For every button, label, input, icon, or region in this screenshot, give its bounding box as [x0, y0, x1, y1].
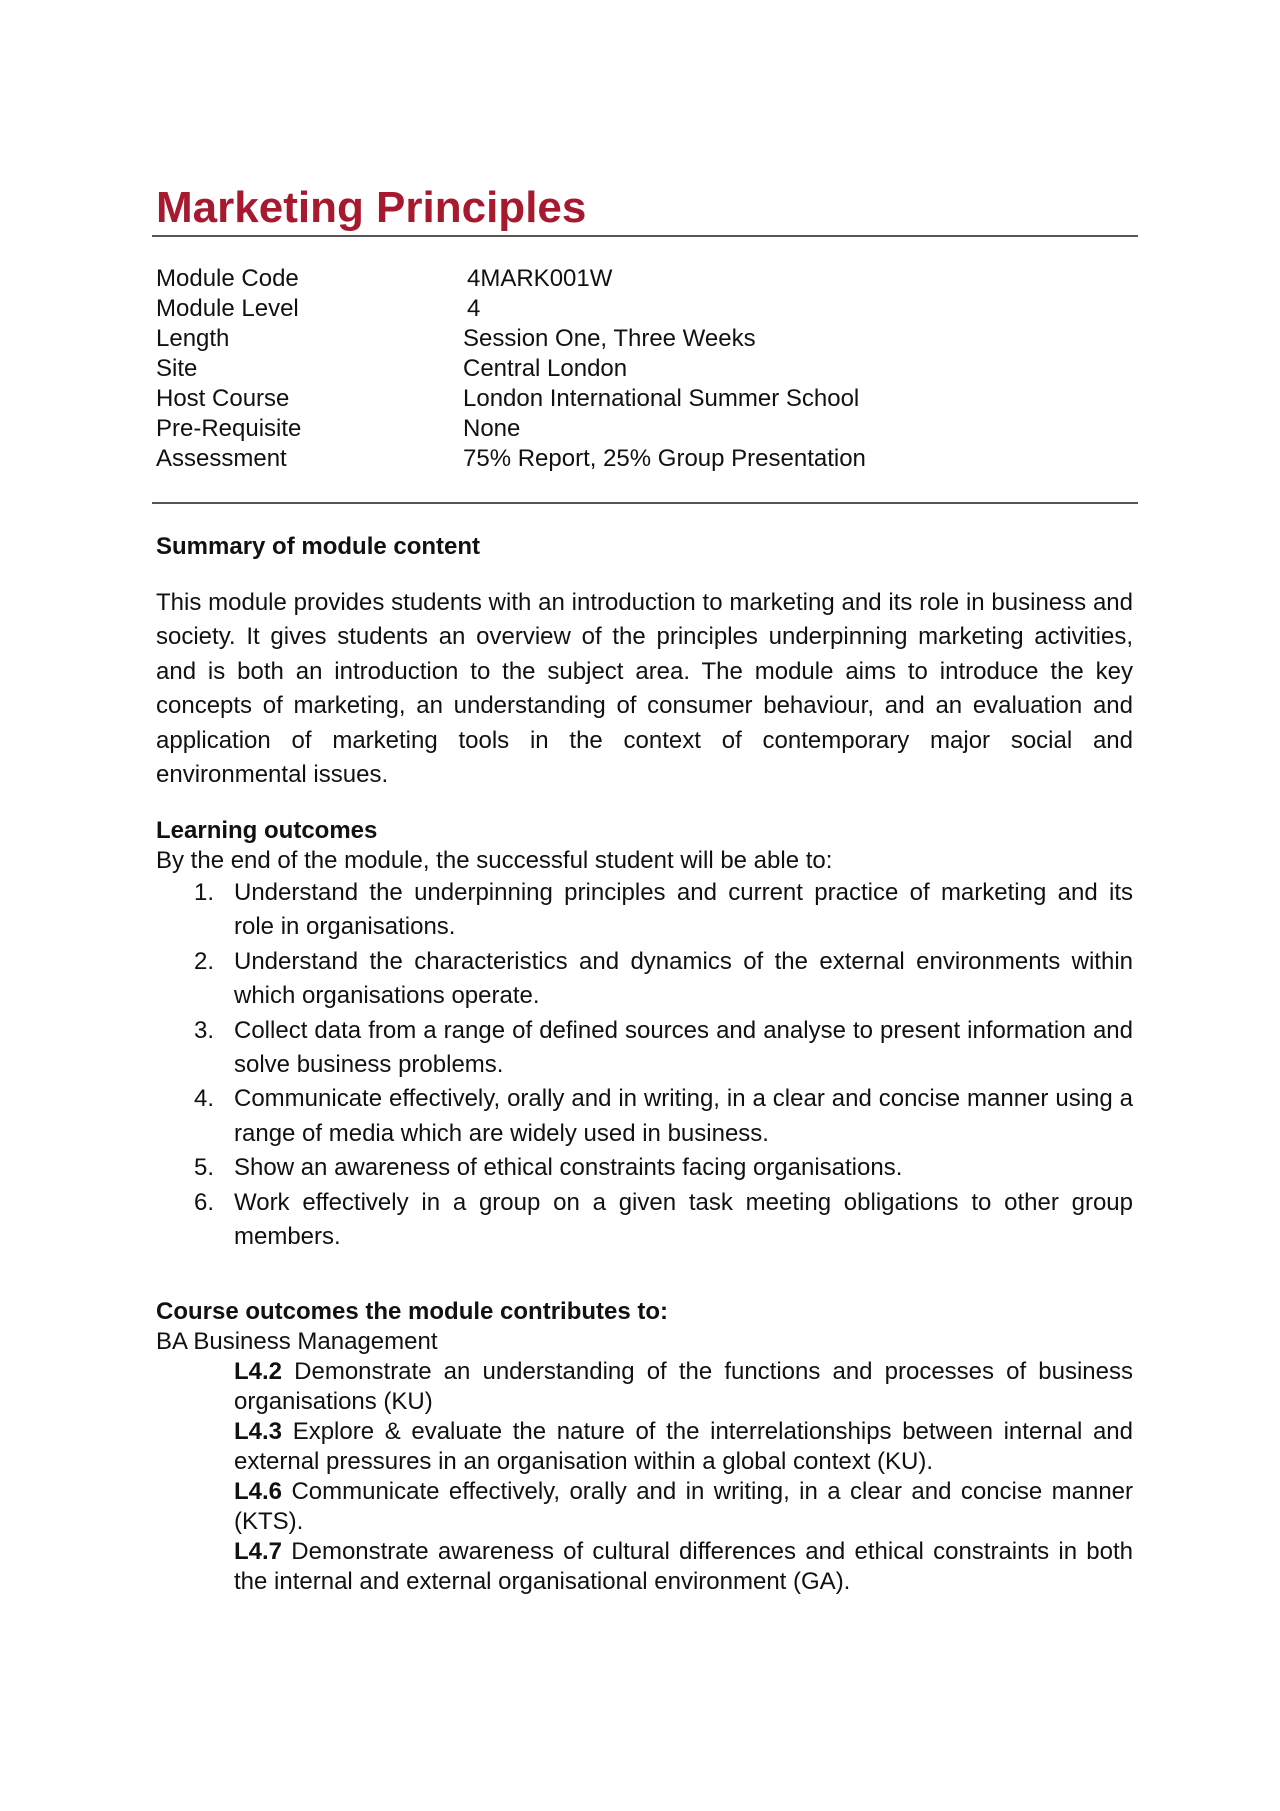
meta-value: None [463, 415, 521, 442]
list-item [156, 945, 1133, 1014]
list-item [156, 876, 1133, 945]
module-details-table [156, 264, 866, 474]
meta-label: Length [156, 325, 230, 352]
item-number: 1. [194, 879, 215, 906]
page-title: Marketing Principles [156, 183, 587, 232]
meta-label: Pre-Requisite [156, 415, 302, 442]
meta-row-module-code [156, 264, 866, 294]
list-item [234, 1537, 1133, 1597]
outcome-text: Demonstrate an understanding of the functions and processes of business organisations (KU) [234, 1358, 1133, 1415]
learning-outcomes-list [156, 876, 1133, 1254]
meta-label: Host Course [156, 385, 290, 412]
outcome-text: Demonstrate awareness of cultural differences and ethical constraints in both the internal and external organisational environment (GA). [234, 1538, 1133, 1595]
meta-value: London International Summer School [463, 385, 860, 412]
learning-outcomes-heading: Learning outcomes [156, 817, 378, 844]
item-text: Understand the underpinning principles and current practice of marketing and its role in organisations. [234, 879, 1133, 941]
list-item [156, 1151, 1133, 1185]
meta-label: Module Level [156, 295, 299, 322]
outcome-code: L4.2 [234, 1358, 283, 1385]
outcome-text: Explore & evaluate the nature of the interrelationships between internal and external pressures in an organisation within a global context (KU). [234, 1418, 1133, 1475]
summary-text: This module provides students with an introduction to marketing and its role in business and society. It gives students an overview of the principles underpinning marketing activities, and is both an introduction to the subject area. The module aims to introduce the key concepts of marketing, an understanding of consumer behaviour, and an evaluation and application of marketing tools in the context of contemporary major social and environmental issues. [156, 589, 1133, 789]
outcome-code: L4.6 [234, 1478, 283, 1505]
item-text: Understand the characteristics and dynamics of the external environments within which organisations operate. [234, 947, 1133, 1010]
meta-value: 4MARK001W [467, 265, 613, 292]
item-number: 4. [194, 1085, 215, 1113]
meta-row-assessment [156, 444, 866, 474]
meta-label: Site [156, 355, 198, 382]
item-number: 3. [194, 1016, 215, 1044]
course-outcomes-heading: Course outcomes the module contributes to: [156, 1298, 669, 1325]
item-number: 5. [194, 1154, 215, 1182]
item-number: 6. [194, 1188, 215, 1216]
outcome-text: Communicate effectively, orally and in writing, in a clear and concise manner (KTS). [234, 1478, 1134, 1535]
section-divider [152, 502, 1138, 504]
course-name: BA Business Management [156, 1328, 438, 1355]
meta-row-length [156, 324, 866, 354]
list-item [156, 1014, 1133, 1083]
list-item [234, 1477, 1133, 1537]
meta-row-host-course [156, 384, 866, 414]
list-item [234, 1417, 1133, 1477]
outcome-code: L4.7 [234, 1538, 283, 1565]
title-divider [152, 235, 1138, 237]
course-outcomes-section [156, 1297, 1133, 1597]
meta-value: Session One, Three Weeks [463, 325, 756, 352]
meta-label: Assessment [156, 445, 287, 472]
summary-heading: Summary of module content [156, 533, 481, 560]
learning-outcomes-section [156, 816, 1133, 1254]
meta-value: Central London [463, 355, 628, 382]
meta-row-site [156, 354, 866, 384]
meta-row-pre-requisite [156, 414, 866, 444]
item-text: Collect data from a range of defined sources and analyse to present information and solve business problems. [234, 1016, 1133, 1079]
outcome-code: L4.3 [234, 1418, 283, 1445]
item-text: Communicate effectively, orally and in writing, in a clear and concise manner using a range of media which are widely used in business. [234, 1085, 1133, 1147]
course-outcomes-list [156, 1357, 1133, 1597]
learning-outcomes-intro: By the end of the module, the successful student will be able to: [156, 847, 833, 874]
item-number: 2. [194, 947, 215, 975]
meta-row-module-level [156, 294, 866, 324]
meta-label: Module Code [156, 265, 299, 292]
list-item [156, 1082, 1133, 1151]
meta-value: 75% Report, 25% Group Presentation [463, 445, 866, 472]
list-item [156, 1186, 1133, 1255]
item-text: Show an awareness of ethical constraints facing organisations. [234, 1154, 903, 1182]
list-item [234, 1357, 1133, 1417]
item-text: Work effectively in a group on a given task meeting obligations to other group members. [234, 1188, 1133, 1251]
meta-value: 4 [467, 295, 481, 322]
